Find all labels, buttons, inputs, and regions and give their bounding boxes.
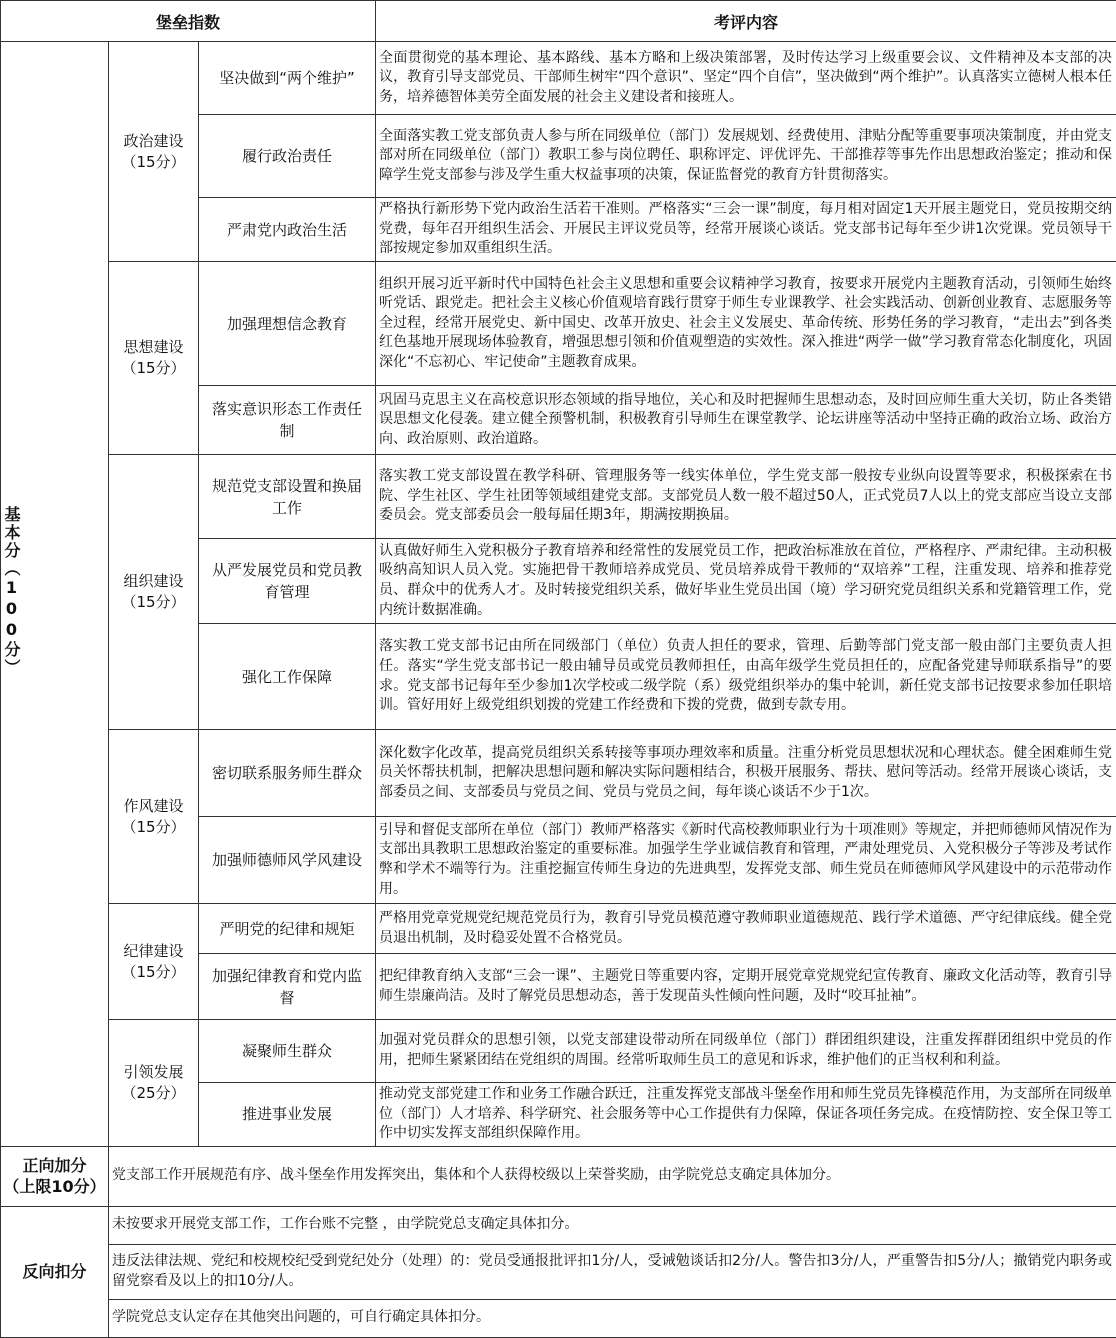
penalty-row (1, 1244, 1116, 1299)
indicator-cell: 严明党的纪律和规矩 (199, 904, 376, 954)
content-cell: 组织开展习近平新时代中国特色社会主义思想和重要会议精神学习教育，按要求开展党内主题教育活动，引领师生始终听党话、跟党走。把社会主义核心价值观培育践行贯穿于师生专业课教学、社会实践活动、创新创业教育、志愿服务等全过程，经常开展党史、新中国史、改革开放史、社会主义发展史、革命传统、形势任务的学习教育，“走出去”到各类红色基地开展现场体验教育，增强思想引领和价值观塑造的实效性。深入推进“两学一做”学习教育常态化制度化，巩固深化“不忘初心、牢记使命”主题教育成果。 (376, 262, 1116, 386)
table-row (1, 42, 1116, 115)
indicator-cell: 严肃党内政治生活 (199, 198, 376, 262)
indicator-cell: 规范党支部设置和换届工作 (199, 455, 376, 539)
bonus-label: 正向加分 （上限10分） (1, 1146, 109, 1206)
content-cell: 落实教工党支部设置在教学科研、管理服务等一线实体单位，学生党支部一般按专业纵向设置等要求，积极探索在书院、学生社区、学生社团等领域组建党支部。支部党员人数一般不超过50人，正式党员7人以上的党支部应当设立支部委员会。党支部委员会一般每届任期3年，期满按期换届。 (376, 455, 1116, 539)
section-political: 政治建设 （15分） (109, 42, 199, 262)
bonus-content: 党支部工作开展规范有序、战斗堡垒作用发挥突出，集体和个人获得校级以上荣誉奖励，由学院党总支确定具体加分。 (109, 1146, 1116, 1206)
content-cell: 严格执行新形势下党内政治生活若干准则。严格落实“三会一课”制度，每月相对固定1天开展主题党日，党员按期交纳党费，每年召开组织生活会、开展民主评议党员等，经常开展谈心谈话。党支部书记每年至少讲1次党课。党员领导干部按规定参加双重组织生活。 (376, 198, 1116, 262)
penalty-item: 未按要求开展党支部工作，工作台账不完整 ，由学院党总支确定具体扣分。 (109, 1206, 1116, 1244)
section-ideological: 思想建设 （15分） (109, 262, 199, 455)
indicator-cell: 加强纪律教育和党内监督 (199, 954, 376, 1020)
table-row (1, 1020, 1116, 1083)
content-cell: 推动党支部党建工作和业务工作融合跃迁，注重发挥党支部战斗堡垒作用和师生党员先锋模范作用，为支部所在同级单位（部门）人才培养、科学研究、社会服务等中心工作提供有力保障，保证各项任务完成。在疫情防控、安全保卫等工作中切实发挥支部组织保障作用。 (376, 1083, 1116, 1147)
header-row (1, 1, 1116, 42)
indicator-cell: 履行政治责任 (199, 115, 376, 198)
content-cell: 严格用党章党规党纪规范党员行为，教育引导党员模范遵守教师职业道德规范、践行学术道德、严守纪律底线。健全党员退出机制，及时稳妥处置不合格党员。 (376, 904, 1116, 954)
content-cell: 巩固马克思主义在高校意识形态领域的指导地位，关心和及时把握师生思想动态，及时回应师生重大关切，防止各类错误思想文化侵袭。建立健全预警机制，积极教育引导师生在课堂教学、论坛讲座等活动中坚持正确的政治立场、政治方向、政治原则、政治道路。 (376, 386, 1116, 455)
table-row (1, 730, 1116, 817)
header-content: 考评内容 (376, 1, 1116, 42)
indicator-cell: 强化工作保障 (199, 624, 376, 730)
content-cell: 把纪律教育纳入支部“三会一课”、主题党日等重要内容，定期开展党章党规党纪宣传教育、廉政文化活动等，教育引导师生崇廉尚洁。及时了解党员思想动态，善于发现苗头性倾向性问题，及时“咬耳扯袖”。 (376, 954, 1116, 1020)
penalty-item: 违反法律法规、党纪和校规校纪受到党纪处分（处理）的：党员受通报批评扣1分/人，受诫勉谈话扣2分/人。警告扣3分/人，严重警告扣5分/人；撤销党内职务或留党察看及以上的扣10分/人。 (109, 1244, 1116, 1299)
table-row (1, 262, 1116, 386)
indicator-cell: 加强师德师风学风建设 (199, 817, 376, 904)
indicator-cell: 推进事业发展 (199, 1083, 376, 1147)
indicator-cell: 坚决做到“两个维护” (199, 42, 376, 115)
content-cell: 加强对党员群众的思想引领，以党支部建设带动所在同级单位（部门）群团组织建设，注重发挥群团组织中党员的作用，把师生紧紧团结在党组织的周围。经常听取师生员工的意见和诉求，维护他们的正当权利和利益。 (376, 1020, 1116, 1083)
penalty-row (1, 1299, 1116, 1337)
indicator-cell: 落实意识形态工作责任制 (199, 386, 376, 455)
penalty-row (1, 1206, 1116, 1244)
content-cell: 落实教工党支部书记由所在同级部门（单位）负责人担任的要求，管理、后勤等部门党支部一般由部门主要负责人担任。落实“学生党支部书记一般由辅导员或党员教师担任，由高年级学生党员担任的，应配备党建导师联系指导”的要求。党支部书记每年至少参加1次学校或二级学院（系）级党组织举办的集中轮训，新任党支部书记按要求参加任职培训。管好用好上级党组织划拨的党建工作经费和下拨的党费，做到专款专用。 (376, 624, 1116, 730)
content-cell: 认真做好师生入党积极分子教育培养和经常性的发展党员工作，把政治标准放在首位，严格程序、严肃纪律。主动积极吸纳高知识人员入党。实施把骨干教师培养成党员、党员培养成骨干教师的“双培养”工程，注重发现、培养和推荐党员、群众中的优秀人才。及时转接党组织关系，做好毕业生党员出国（境）学习研究党员组织关系和党籍管理工作，党内统计数据准确。 (376, 539, 1116, 624)
basic-score-cell (1, 42, 109, 1147)
section-leadership: 引领发展 （25分） (109, 1020, 199, 1147)
indicator-cell: 从严发展党员和党员教育管理 (199, 539, 376, 624)
content-cell: 深化数字化改革，提高党员组织关系转接等事项办理效率和质量。注重分析党员思想状况和心理状态。健全困难师生党员关怀帮扶机制，把解决思想问题和解决实际问题相结合，积极开展服务、帮扶、慰问等活动。经常开展谈心谈话，支部委员之间、支部委员与党员之间、党员与党员之间，每年谈心谈话不少于1次。 (376, 730, 1116, 817)
table-row (1, 455, 1116, 539)
header-index: 堡垒指数 (1, 1, 376, 42)
bonus-row (1, 1146, 1116, 1206)
content-cell: 全面落实教工党支部负责人参与所在同级单位（部门）发展规划、经费使用、津贴分配等重要事项决策制度，并由党支部对所在同级单位（部门）教职工参与岗位聘任、职称评定、评优评先、干部推荐等事先作出思想政治鉴定；推动和保障学生党支部参与涉及学生重大权益事项的决策，保证监督党的教育方针贯彻落实。 (376, 115, 1116, 198)
table-row (1, 904, 1116, 954)
penalty-item: 学院党总支认定存在其他突出问题的，可自行确定具体扣分。 (109, 1299, 1116, 1337)
section-discipline: 纪律建设 （15分） (109, 904, 199, 1020)
indicator-cell: 加强理想信念教育 (199, 262, 376, 386)
content-cell: 全面贯彻党的基本理论、基本路线、基本方略和上级决策部署，及时传达学习上级重要会议、文件精神及本支部的决议，教育引导支部党员、干部师生树牢“四个意识”、坚定“四个自信”，坚决做到“两个维护”。认真落实立德树人根本任务，培养德智体美劳全面发展的社会主义建设者和接班人。 (376, 42, 1116, 115)
section-conduct: 作风建设 （15分） (109, 730, 199, 904)
section-organizational: 组织建设 （15分） (109, 455, 199, 730)
indicator-cell: 密切联系服务师生群众 (199, 730, 376, 817)
penalty-label: 反向扣分 (1, 1206, 109, 1337)
basic-score-label: 基本分（100分） (2, 505, 21, 677)
content-cell: 引导和督促支部所在单位（部门）教师严格落实《新时代高校教师职业行为十项准则》等规定，并把师德师风情况作为支部出具教职工思想政治鉴定的重要标准。加强学生学业诚信教育和管理，严肃处理党员、入党积极分子等涉及考试作弊和学术不端等行为。注重挖掘宣传师生身边的先进典型，发挥党支部、师生党员在师德师风学风建设中的示范带动作用。 (376, 817, 1116, 904)
indicator-cell: 凝聚师生群众 (199, 1020, 376, 1083)
